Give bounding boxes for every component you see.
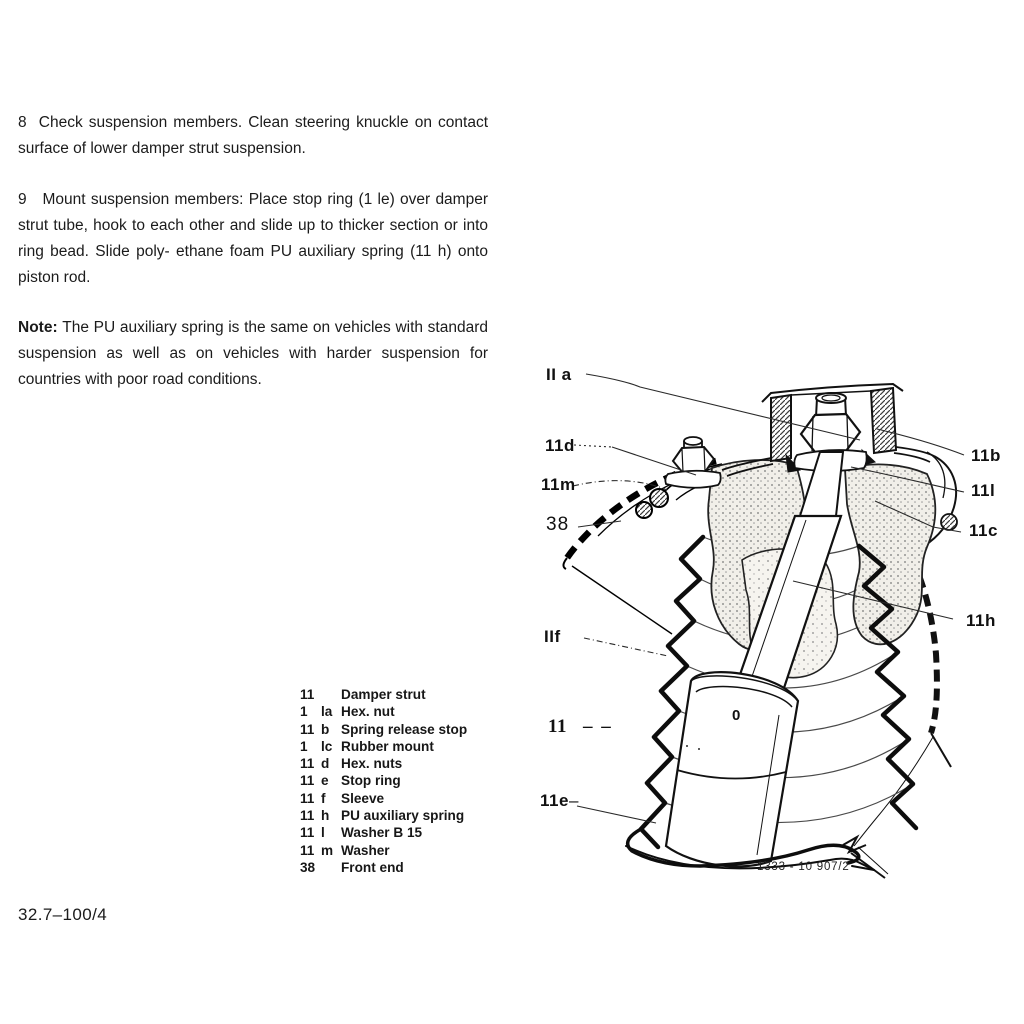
- diagram-label-11c: 11c: [969, 521, 998, 540]
- note-prefix: Note:: [18, 319, 58, 336]
- strut-diagram: [512, 350, 1024, 910]
- parts-list: [300, 686, 467, 876]
- parts-row: [300, 755, 467, 772]
- parts-row: [300, 807, 467, 824]
- note-text: The PU auxiliary spring is the same on vehicles with standard suspension as well as on vehicles with harder suspension for countries with poor road conditions.: [18, 319, 488, 388]
- part-description: Hex. nut: [341, 704, 395, 720]
- leader-iif: [584, 638, 668, 656]
- part-description: Washer B 15: [341, 825, 423, 841]
- diagram-label-11e-dash: –: [568, 791, 579, 810]
- paragraph-9: 9 Mount suspension members: Place stop ring (1 le) over damper strut tube, hook to each other and slide up to thicker section or into ring bead. Slide poly- ethane foam PU auxiliary spring (11 h) onto piston rod.: [18, 191, 488, 286]
- diagram-label-11e-text: 11e: [540, 791, 569, 810]
- part-description: Hex. nuts: [341, 756, 403, 772]
- diagram-label-11-text: 11: [548, 716, 567, 737]
- part-number: 11: [300, 773, 315, 789]
- diagram-label-11d: 11d: [545, 436, 575, 455]
- diagram-label-11: [548, 716, 613, 738]
- part-suffix: lc: [321, 738, 333, 754]
- diagram-label-11e: [540, 791, 579, 811]
- diagram-label-iia: II a: [546, 365, 572, 384]
- part-description: Front end: [341, 859, 404, 875]
- part-description: PU auxiliary spring: [341, 808, 465, 824]
- washer-11m: [665, 471, 720, 488]
- diagram-label-11l: 11l: [971, 481, 996, 500]
- parts-row: [300, 738, 467, 755]
- parts-row: [300, 686, 467, 703]
- part-number: 11: [300, 842, 315, 858]
- part-suffix: la: [321, 704, 333, 720]
- parts-row: [300, 842, 467, 859]
- part-suffix: m: [321, 842, 334, 858]
- diagram-label-11m: 11m: [541, 475, 576, 494]
- part-description: Stop ring: [341, 773, 401, 789]
- part-suffix: b: [321, 721, 330, 737]
- part-number: 1: [300, 704, 308, 720]
- part-description: Sleeve: [341, 790, 385, 806]
- part-number: 11: [300, 808, 315, 824]
- diagram-label-11-dashes: – –: [582, 716, 613, 737]
- diagram-label-11b: 11b: [971, 446, 1001, 465]
- parts-row: [300, 772, 467, 789]
- part-number: 11: [300, 790, 315, 806]
- part-description: Washer: [341, 842, 390, 858]
- diagram-label-11h: 11h: [966, 611, 996, 630]
- part-number: 1: [300, 738, 308, 754]
- part-number: 11: [300, 756, 315, 772]
- leader-11e: [577, 806, 656, 823]
- paragraph-8: 8 Check suspension members. Clean steering knuckle on contact surface of lower damper strut suspension.: [18, 114, 488, 157]
- parts-row: [300, 790, 467, 807]
- part-description: Rubber mount: [341, 738, 434, 754]
- part-number: 38: [300, 859, 316, 875]
- parts-row: [300, 859, 467, 876]
- part-suffix: h: [321, 808, 330, 824]
- part-suffix: [321, 686, 341, 703]
- cylinder-zero-mark: 0: [732, 707, 741, 724]
- lock-nuts-11d: [665, 437, 720, 488]
- leader-11d-dotted: [574, 445, 612, 447]
- note-paragraph: [18, 315, 488, 393]
- page-number: 32.7–100/4: [18, 905, 108, 924]
- parts-row: [300, 824, 467, 841]
- part-description: Spring release stop: [341, 721, 468, 737]
- part-description: Damper strut: [341, 687, 426, 702]
- diagram-label-iif: IIf: [544, 627, 561, 646]
- part-suffix: d: [321, 756, 330, 772]
- instructions-block: [18, 110, 488, 393]
- parts-row: [300, 721, 467, 738]
- part-number: 11: [300, 721, 315, 737]
- part-number: 11: [300, 687, 315, 702]
- parts-row: [300, 703, 467, 720]
- part-suffix: [321, 859, 341, 876]
- diagram-caption: 1333 - 10 907/2: [757, 861, 850, 873]
- part-number: 11: [300, 825, 315, 841]
- diagram-label-38: 38: [546, 514, 570, 535]
- part-suffix: l: [321, 825, 325, 841]
- part-suffix: f: [321, 790, 326, 806]
- damper-cylinder-11: [666, 672, 798, 866]
- part-suffix: e: [321, 773, 329, 789]
